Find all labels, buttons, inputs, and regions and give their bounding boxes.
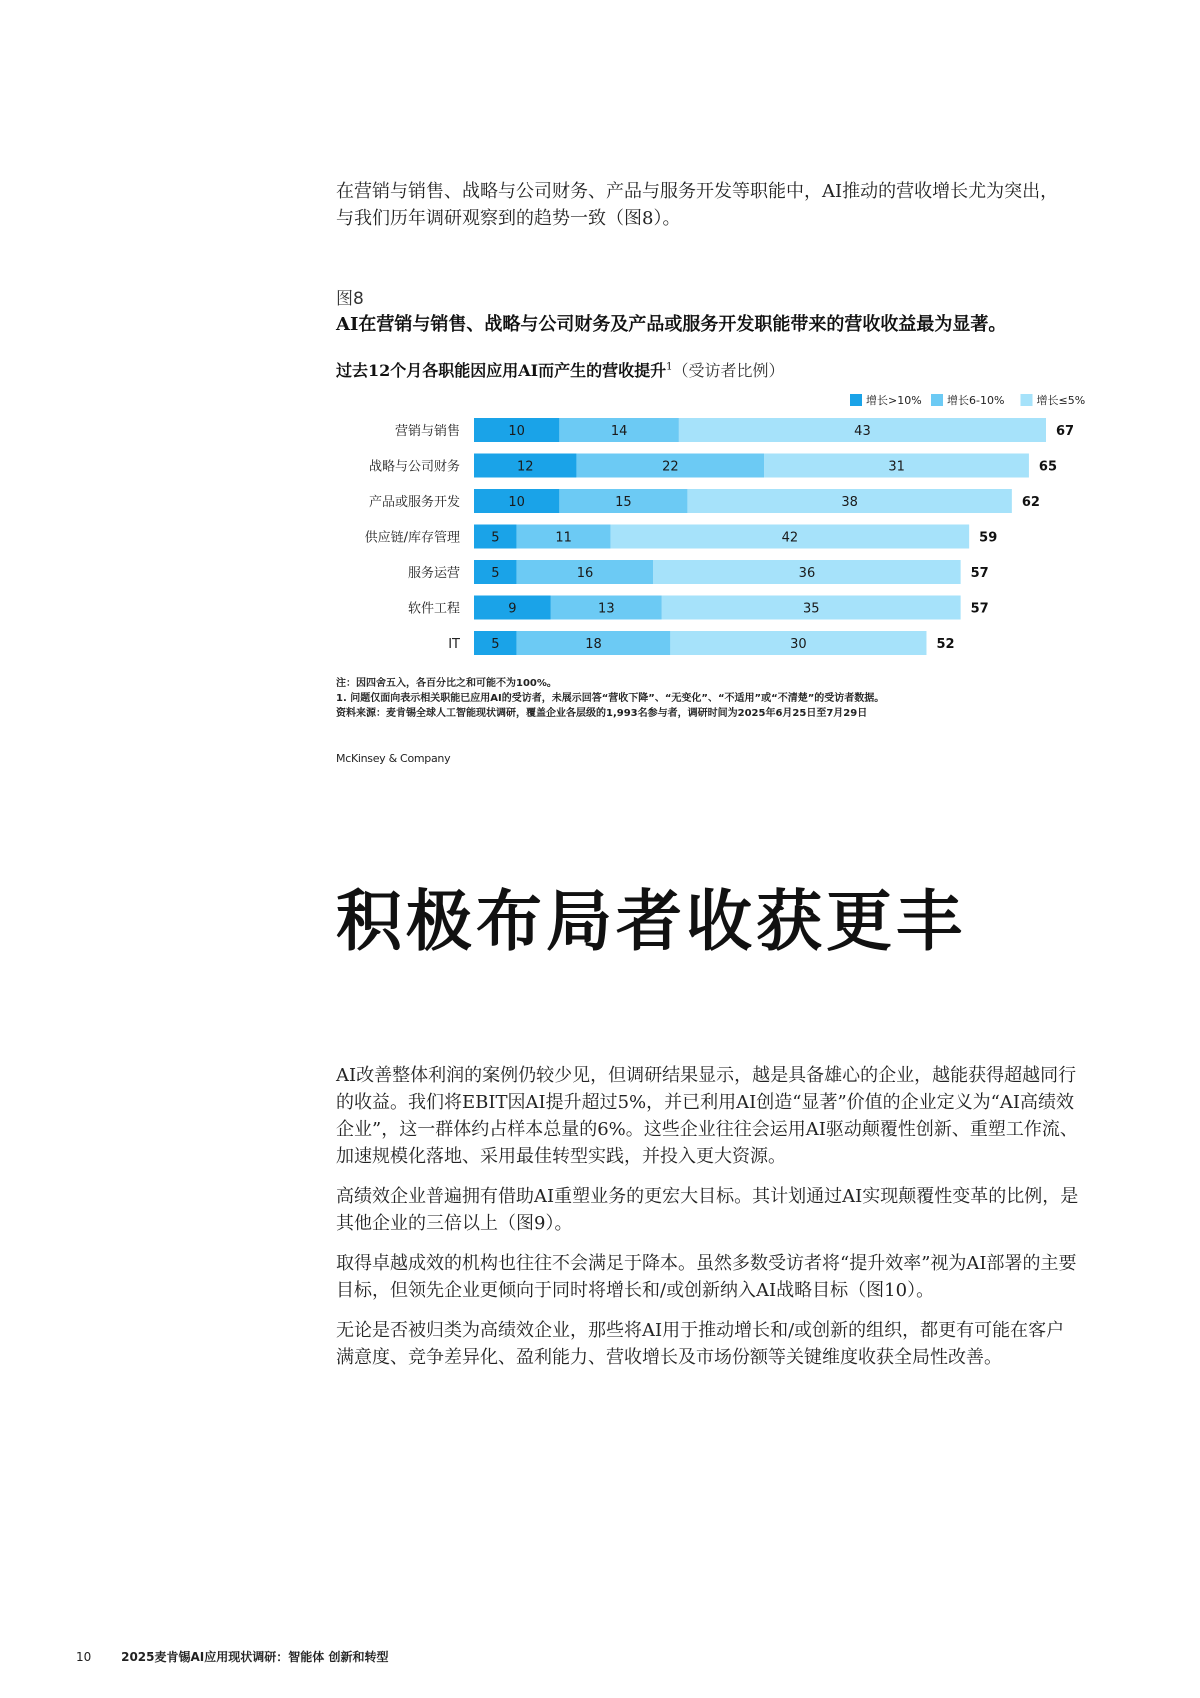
bar-total-label: 65 [1038, 459, 1058, 475]
bar-total-label: 52 [936, 637, 955, 652]
legend-swatch [1021, 394, 1033, 406]
category-label: 营销与销售 [394, 424, 460, 439]
bar-value-label: 12 [516, 459, 534, 475]
category-label: 供应链/库存管理 [364, 530, 460, 546]
category-label: 服务运营 [407, 566, 460, 581]
body-paragraph: 无论是否被归类为高绩效企业，那些将AI用于推动增长和/或创新的组织，都更有可能在客户满意度、竞争差异化、盈利能力、营收增长及市场份额等关键维度收获全局性改善。 [336, 1320, 1065, 1368]
rounding-note: 注：因四舍五入，各百分比之和可能不为100%。 [336, 678, 557, 689]
bar-total-label: 62 [1021, 495, 1040, 510]
chart-legend [850, 394, 1085, 407]
bar-value-label: 10 [508, 424, 525, 439]
section-title: 积极布局者收获更丰 [336, 882, 966, 960]
brand-logo-text: McKinsey & Company [336, 752, 451, 765]
source-note: 资料来源：麦肯锡全球人工智能现状调研，覆盖企业各层级的1,993名参与者，调研时间为2025年6月25日至7月29日 [336, 708, 868, 719]
bar-value-label: 43 [854, 424, 871, 439]
category-label: 产品或服务开发 [368, 495, 460, 510]
bar-value-label: 9 [508, 601, 517, 617]
chart-title-footnote-mark: 1 [666, 361, 673, 373]
bar-value-label: 38 [841, 495, 858, 510]
bar-value-label: 16 [576, 566, 594, 581]
bar-value-label: 14 [610, 424, 628, 439]
bar-value-label: 10 [508, 495, 525, 510]
chart-notes [336, 676, 1096, 721]
body-paragraph: 取得卓越成效的机构也往往不会满足于降本。虽然多数受访者将“提升效率”视为AI部署的主要目标，但领先企业更倾向于同时将增长和/或创新纳入AI战略目标（图10）。 [336, 1253, 1077, 1301]
bar-value-label: 18 [585, 637, 602, 652]
bar-total-label: 57 [970, 566, 989, 581]
bar-value-label: 22 [662, 459, 679, 475]
bar-value-label: 13 [598, 601, 615, 617]
footnote-1: 1. 问题仅面向表示相关职能已应用AI的受访者，未展示回答“营收下降”、“无变化”、“不适用”或“不清楚”的受访者数据。 [336, 693, 885, 704]
chart-title [336, 358, 785, 381]
category-label: 战略与公司财务 [368, 459, 460, 475]
bar-value-label: 42 [781, 530, 799, 546]
body-paragraph: AI改善整体利润的案例仍较少见，但调研结果显示，越是具备雄心的企业，越能获得超越同行的收益。我们将EBIT因AI提升超过5%，并已利用AI创造“显著”价值的企业定义为“AI高绩效企业”，这一群体约占样本总量的6%。这些企业往往会运用AI驱动颠覆性创新、重塑工作流、加速规模化落地、采用最佳转型实践，并投入更大资源。 [336, 1065, 1078, 1167]
bar-value-label: 36 [798, 566, 816, 581]
chart-bars [365, 418, 1074, 655]
legend-swatch [931, 394, 943, 406]
intro-paragraph: 在营销与销售、战略与公司财务、产品与服务开发等职能中，AI推动的营收增长尤为突出，与我们历年调研观察到的趋势一致（图8）。 [336, 181, 1059, 229]
stacked-bar-chart [330, 388, 1100, 668]
legend-label: 增长>10% [866, 394, 922, 407]
bar-total-label: 67 [1056, 424, 1075, 439]
bar-value-label: 35 [802, 601, 820, 617]
bar-total-label: 59 [979, 530, 998, 546]
report-title: 2025麦肯锡AI应用现状调研：智能体 创新和转型 [121, 1650, 389, 1664]
page-number: 10 [76, 1650, 92, 1664]
bar-value-label: 5 [491, 530, 500, 546]
bar-value-label: 15 [615, 495, 632, 510]
legend-swatch [850, 394, 862, 406]
bar-value-label: 5 [491, 566, 500, 581]
body-paragraph: 高绩效企业普遍拥有借助AI重塑业务的更宏大目标。其计划通过AI实现颠覆性变革的比例，是其他企业的三倍以上（图9）。 [336, 1186, 1079, 1234]
category-label: IT [448, 637, 460, 652]
bar-value-label: 11 [555, 530, 572, 546]
bar-value-label: 31 [888, 459, 905, 475]
page-footer [76, 1648, 388, 1665]
chart-title-main: 过去12个月各职能因应用AI而产生的营收提升 [336, 361, 667, 380]
legend-label: 增长6-10% [947, 394, 1005, 407]
body-text [336, 1062, 1080, 1384]
category-label: 软件工程 [407, 601, 460, 617]
figure-label: 图8 [336, 289, 364, 309]
chart-title-sub: （受访者比例） [672, 361, 785, 380]
bar-value-label: 5 [491, 637, 500, 652]
bar-value-label: 30 [790, 637, 807, 652]
legend-label: 增长≤5% [1036, 394, 1086, 407]
bar-total-label: 57 [970, 601, 989, 617]
figure-title: AI在营销与销售、战略与公司财务及产品或服务开发职能带来的营收收益最为显著。 [336, 314, 1007, 335]
